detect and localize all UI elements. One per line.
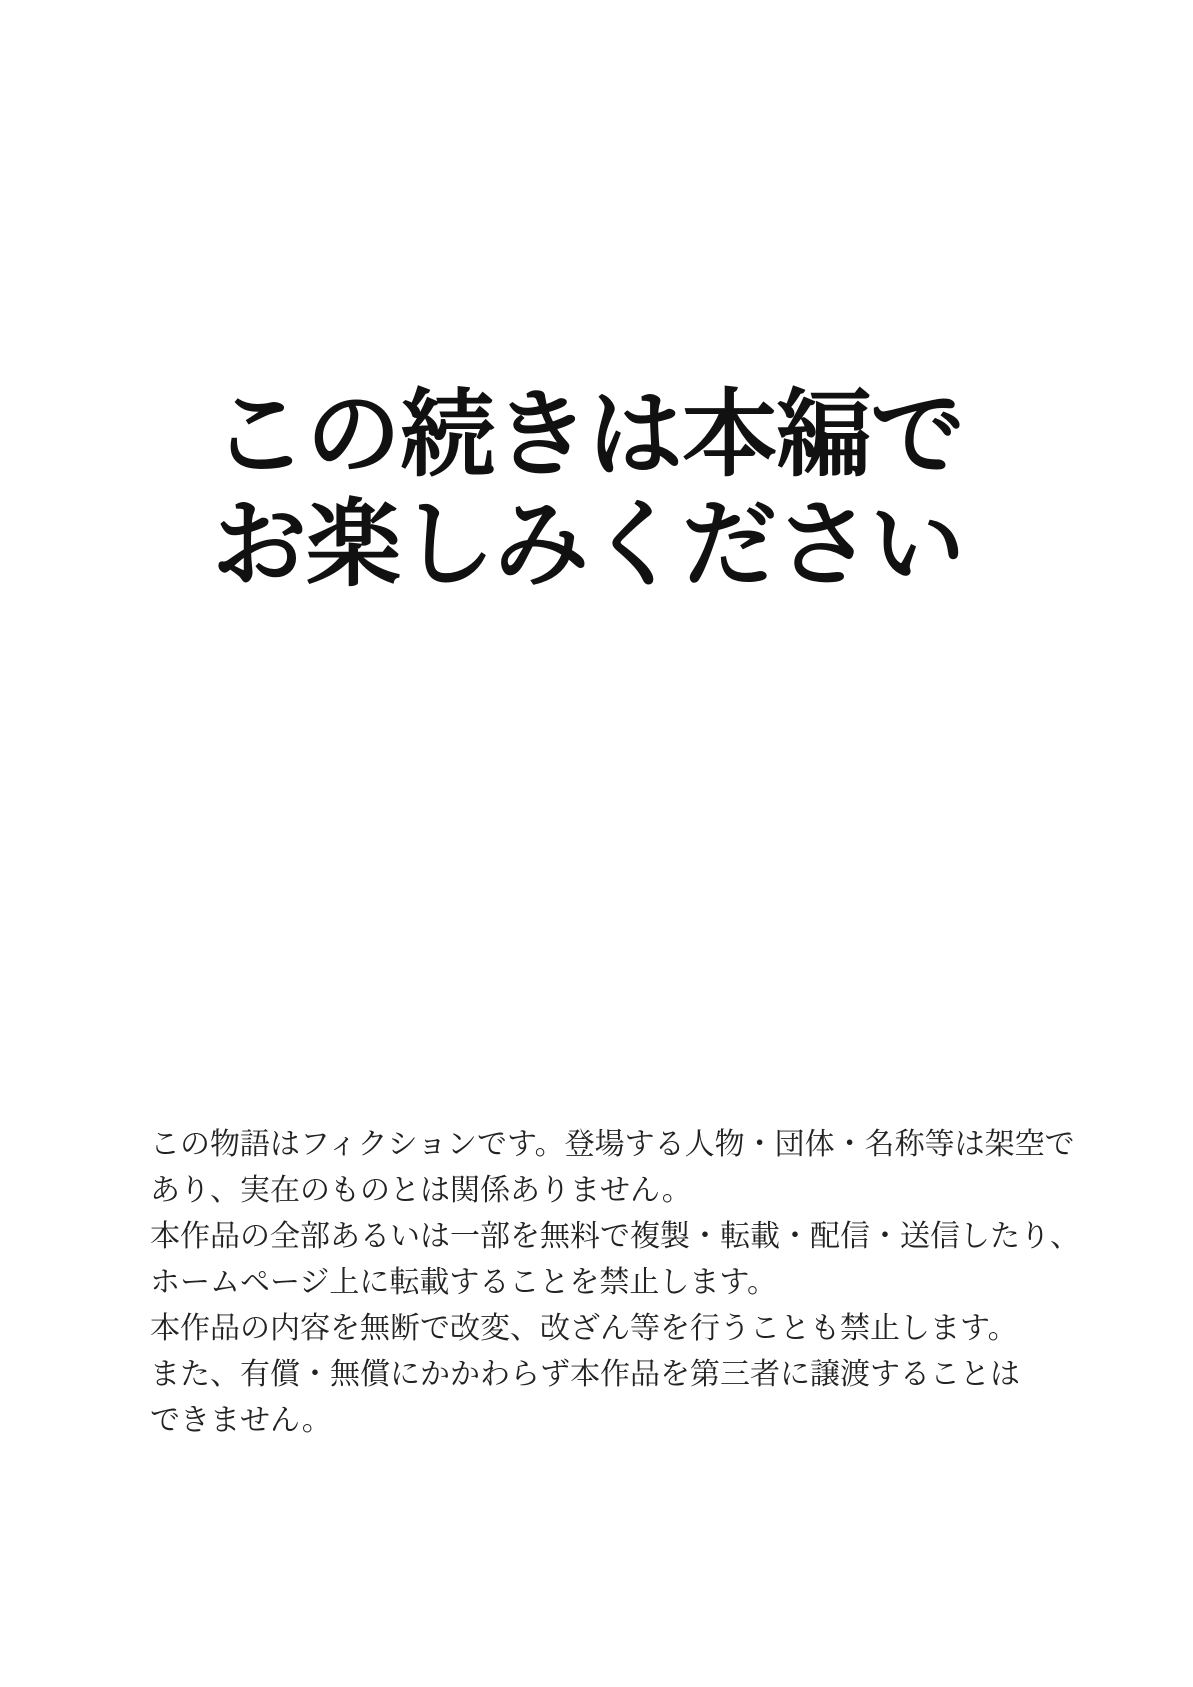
disclaimer-line-3: 本作品の全部あるいは一部を無料で複製・転載・配信・送信したり、 — [150, 1220, 1080, 1253]
disclaimer-line-2: あり、実在のものとは関係ありません。 — [150, 1174, 692, 1207]
disclaimer-line-5: 本作品の内容を無断で改変、改ざん等を行うことも禁止します。 — [150, 1312, 1018, 1345]
disclaimer-line-4: ホームページ上に転載することを禁止します。 — [150, 1266, 777, 1299]
disclaimer-line-1: この物語はフィクションです。登場する人物・団体・名称等は架空で — [150, 1128, 1075, 1161]
continuation-heading — [212, 380, 964, 600]
disclaimer-line-7: できません。 — [150, 1404, 332, 1437]
heading-line-1: この続きは本編で — [212, 382, 965, 488]
disclaimer-text — [150, 1122, 1080, 1444]
heading-line-2: お楽しみください — [212, 492, 965, 598]
disclaimer-line-6: また、有償・無償にかかわらず本作品を第三者に譲渡することは — [150, 1358, 1020, 1391]
